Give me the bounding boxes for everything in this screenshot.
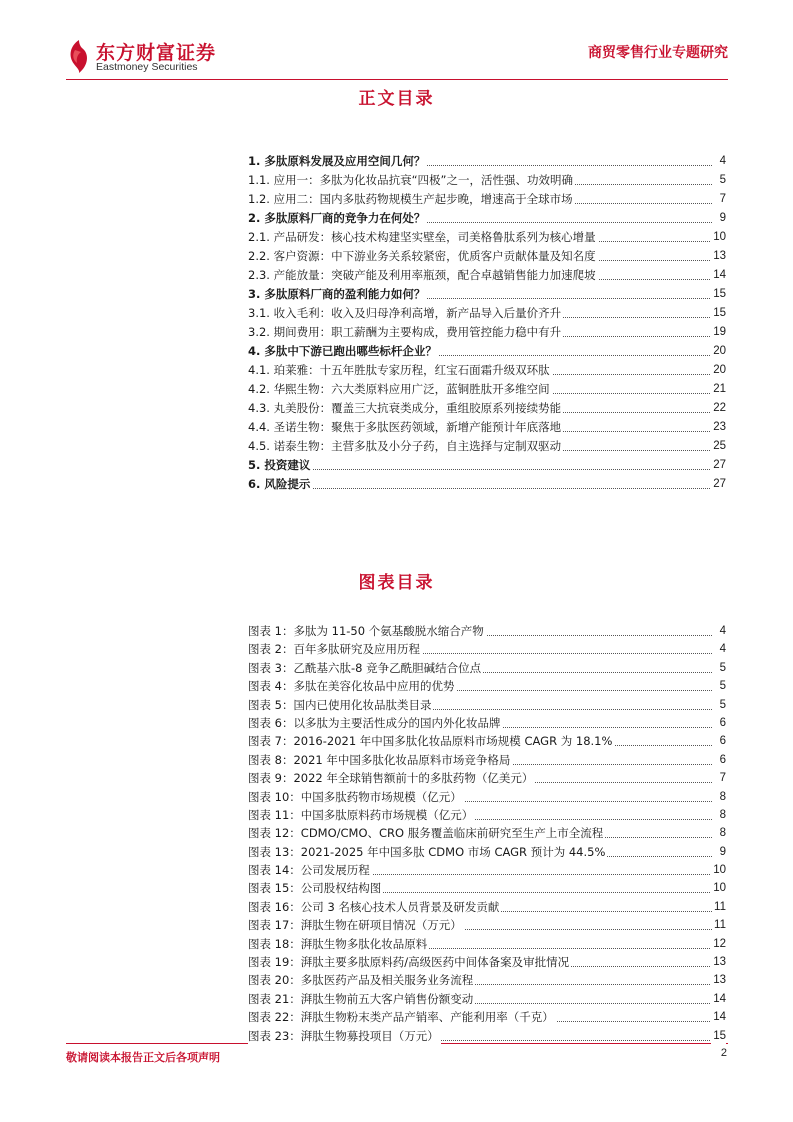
toc-entry-page: 22 bbox=[711, 399, 726, 418]
toc-entry-page: 21 bbox=[711, 380, 726, 399]
toc-entry[interactable] bbox=[248, 380, 726, 399]
toc-entry[interactable] bbox=[248, 456, 726, 475]
figure-entry[interactable] bbox=[248, 898, 726, 916]
figure-entry[interactable] bbox=[248, 843, 726, 861]
figure-entry-page: 8 bbox=[718, 788, 726, 806]
figure-entry-page: 11 bbox=[712, 916, 726, 934]
figure-entry-page: 8 bbox=[718, 806, 726, 824]
toc-entry-text: 4.4. 圣诺生物：聚焦于多肽医药领域，新增产能预计年底落地 bbox=[248, 418, 563, 437]
toc-entry-text: 6. 风险提示 bbox=[248, 475, 312, 494]
toc-entry-text: 3. 多肽原料厂商的盈利能力如何？ bbox=[248, 285, 427, 304]
toc-entry-text: 3.2. 期间费用：职工薪酬为主要构成，费用管控能力稳中有升 bbox=[248, 323, 563, 342]
toc-entry[interactable] bbox=[248, 437, 726, 456]
figure-entry-text: 图表 13：2021-2025 年中国多肽 CDMO 市场 CAGR 预计为 44.5% bbox=[248, 843, 607, 861]
figure-entry-text: 图表 19：湃肽主要多肽原料药/高级医药中间体备案及审批情况 bbox=[248, 953, 571, 971]
figure-entry-text: 图表 3：乙酰基六肽-8 竞争乙酰胆碱结合位点 bbox=[248, 659, 483, 677]
toc-entry[interactable] bbox=[248, 323, 726, 342]
toc-entry-page: 10 bbox=[711, 228, 726, 247]
figure-entry-page: 9 bbox=[718, 843, 726, 861]
figure-entry[interactable] bbox=[248, 935, 726, 953]
figure-entry[interactable] bbox=[248, 990, 726, 1008]
toc-entry-text: 3.1. 收入毛利：收入及归母净利高增，新产品导入后量价齐升 bbox=[248, 304, 563, 323]
toc-entry-page: 27 bbox=[711, 475, 726, 494]
report-type: 商贸零售行业专题研究 bbox=[588, 45, 728, 61]
page-number: 2 bbox=[720, 1047, 727, 1059]
toc-entry[interactable] bbox=[248, 152, 726, 171]
toc-entry[interactable] bbox=[248, 475, 726, 494]
toc-entry-text: 4.3. 丸美股份：覆盖三大抗衰类成分，重组胶原系列接续势能 bbox=[248, 399, 563, 418]
toc-entry-text: 2.2. 客户资源：中下游业务关系较紧密，优质客户贡献体量及知名度 bbox=[248, 247, 598, 266]
toc-entry-page: 15 bbox=[711, 285, 726, 304]
toc-entry[interactable] bbox=[248, 228, 726, 247]
figure-entry-text: 图表 6：以多肽为主要活性成分的国内外化妆品牌 bbox=[248, 714, 502, 732]
toc-entry-text: 5. 投资建议 bbox=[248, 456, 312, 475]
toc-entry-page: 7 bbox=[718, 190, 726, 209]
figure-entry-text: 图表 11：中国多肽原料药市场规模（亿元） bbox=[248, 806, 475, 824]
figure-entry-text: 图表 8：2021 年中国多肽化妆品原料市场竞争格局 bbox=[248, 751, 512, 769]
figure-entry-text: 图表 10：中国多肽药物市场规模（亿元） bbox=[248, 788, 464, 806]
figure-entry-page: 5 bbox=[718, 659, 726, 677]
figure-entry-page: 7 bbox=[718, 769, 726, 787]
toc-entry-page: 25 bbox=[711, 437, 726, 456]
list-of-figures bbox=[248, 622, 726, 1045]
toc-entry[interactable] bbox=[248, 247, 726, 266]
logo-chinese-name: 东方财富证券 bbox=[96, 42, 217, 64]
figure-entry[interactable] bbox=[248, 622, 726, 640]
logo-english-name: Eastmoney Securities bbox=[96, 61, 198, 73]
figure-entry-page: 6 bbox=[718, 714, 726, 732]
figure-entry[interactable] bbox=[248, 806, 726, 824]
figure-entry[interactable] bbox=[248, 769, 726, 787]
disclaimer-note: 敬请阅读本报告正文后各项声明 bbox=[66, 1051, 220, 1064]
dot-leader bbox=[248, 469, 712, 470]
toc-entry-text: 4. 多肽中下游已跑出哪些标杆企业？ bbox=[248, 342, 439, 361]
toc-entry[interactable] bbox=[248, 266, 726, 285]
figure-entry-page: 5 bbox=[718, 677, 726, 695]
figure-entry-page: 8 bbox=[718, 824, 726, 842]
figure-entry-text: 图表 15：公司股权结构图 bbox=[248, 879, 383, 897]
figure-entry[interactable] bbox=[248, 732, 726, 750]
figure-entry[interactable] bbox=[248, 788, 726, 806]
figure-entry[interactable] bbox=[248, 916, 726, 934]
figure-entry[interactable] bbox=[248, 971, 726, 989]
toc-entry[interactable] bbox=[248, 190, 726, 209]
toc-entry[interactable] bbox=[248, 209, 726, 228]
figure-entry-text: 图表 14：公司发展历程 bbox=[248, 861, 372, 879]
figure-entry[interactable] bbox=[248, 824, 726, 842]
figure-entry[interactable] bbox=[248, 1008, 726, 1026]
figure-entry-text: 图表 17：湃肽生物在研项目情况（万元） bbox=[248, 916, 464, 934]
toc-entry-text: 2. 多肽原料厂商的竞争力在何处？ bbox=[248, 209, 427, 228]
figure-entry-page: 13 bbox=[711, 971, 726, 989]
toc-entry-page: 4 bbox=[718, 152, 726, 171]
toc-entry-page: 5 bbox=[718, 171, 726, 190]
figure-entry-page: 6 bbox=[718, 732, 726, 750]
figure-entry-page: 14 bbox=[711, 1008, 726, 1026]
table-of-contents bbox=[248, 152, 726, 494]
toc-entry-text: 2.1. 产品研发：核心技术构建坚实壁垒，司美格鲁肽系列为核心增量 bbox=[248, 228, 598, 247]
figure-entry[interactable] bbox=[248, 677, 726, 695]
toc-entry-text: 2.3. 产能放量：突破产能及利用率瓶颈，配合卓越销售能力加速爬坡 bbox=[248, 266, 598, 285]
toc-entry-text: 4.2. 华熙生物：六大类原料应用广泛，蓝铜胜肽开多维空间 bbox=[248, 380, 552, 399]
figure-entry[interactable] bbox=[248, 751, 726, 769]
figure-entry-text: 图表 1：多肽为 11-50 个氨基酸脱水缩合产物 bbox=[248, 622, 486, 640]
figure-entry-text: 图表 16：公司 3 名核心技术人员背景及研发贡献 bbox=[248, 898, 501, 916]
page-header bbox=[66, 36, 728, 80]
figure-entry-page: 5 bbox=[718, 696, 726, 714]
dot-leader bbox=[248, 488, 712, 489]
toc-entry-text: 1.1. 应用一：多肽为化妆品抗衰“四极”之一，活性强、功效明确 bbox=[248, 171, 575, 190]
figure-entry-text: 图表 12：CDMO/CMO、CRO 服务覆盖临床前研究至生产上市全流程 bbox=[248, 824, 605, 842]
figure-entry[interactable] bbox=[248, 879, 726, 897]
toc-entry[interactable] bbox=[248, 304, 726, 323]
toc-entry-text: 4.1. 珀莱雅：十五年胜肽专家历程，红宝石面霜升级双环肽 bbox=[248, 361, 552, 380]
figure-entry-page: 4 bbox=[718, 622, 726, 640]
figure-entry-page: 13 bbox=[711, 953, 726, 971]
figure-entry-text: 图表 21：湃肽生物前五大客户销售份额变动 bbox=[248, 990, 475, 1008]
figure-entry-text: 图表 5：国内已使用化妆品肽类目录 bbox=[248, 696, 433, 714]
figure-entry-text: 图表 18：湃肽生物多肽化妆品原料 bbox=[248, 935, 429, 953]
figure-entry[interactable] bbox=[248, 696, 726, 714]
toc-entry-page: 9 bbox=[718, 209, 726, 228]
toc-entry-page: 23 bbox=[711, 418, 726, 437]
figure-entry-page: 10 bbox=[711, 879, 726, 897]
toc-entry-text: 4.5. 诺泰生物：主营多肽及小分子药，自主选择与定制双驱动 bbox=[248, 437, 563, 456]
figure-entry-page: 12 bbox=[711, 935, 726, 953]
header-divider bbox=[66, 79, 728, 80]
toc-entry-page: 13 bbox=[711, 247, 726, 266]
toc-entry[interactable] bbox=[248, 342, 726, 361]
figure-entry-text: 图表 7：2016-2021 年中国多肽化妆品原料市场规模 CAGR 为 18.1% bbox=[248, 732, 614, 750]
toc-entry-page: 15 bbox=[711, 304, 726, 323]
figure-entry-page: 6 bbox=[718, 751, 726, 769]
toc-entry-page: 14 bbox=[711, 266, 726, 285]
figure-entry-text: 图表 4：多肽在美容化妆品中应用的优势 bbox=[248, 677, 456, 695]
figure-entry-page: 4 bbox=[718, 640, 726, 658]
logo-mark-icon bbox=[66, 38, 92, 74]
figure-entry[interactable] bbox=[248, 861, 726, 879]
figure-entry-text: 图表 23：湃肽生物募投项目（万元） bbox=[248, 1027, 441, 1045]
toc-entry-page: 20 bbox=[711, 361, 726, 380]
figure-entry-text: 图表 2：百年多肽研究及应用历程 bbox=[248, 640, 422, 658]
figure-entry[interactable] bbox=[248, 953, 726, 971]
figure-entry-page: 11 bbox=[712, 898, 726, 916]
toc-entry[interactable] bbox=[248, 361, 726, 380]
figure-entry-page: 10 bbox=[711, 861, 726, 879]
figure-entry[interactable] bbox=[248, 659, 726, 677]
figures-list-title: 图表目录 bbox=[358, 573, 435, 593]
figure-entry-text: 图表 20：多肽医药产品及相关服务业务流程 bbox=[248, 971, 475, 989]
toc-entry-page: 20 bbox=[711, 342, 726, 361]
figure-entry[interactable] bbox=[248, 714, 726, 732]
figure-entry-page: 14 bbox=[711, 990, 726, 1008]
toc-entry[interactable] bbox=[248, 418, 726, 437]
toc-entry[interactable] bbox=[248, 399, 726, 418]
toc-entry-text: 1. 多肽原料发展及应用空间几何？ bbox=[248, 152, 427, 171]
figure-entry-text: 图表 9：2022 年全球销售额前十的多肽药物（亿美元） bbox=[248, 769, 535, 787]
toc-title: 正文目录 bbox=[358, 89, 435, 109]
toc-entry[interactable] bbox=[248, 285, 726, 304]
figure-entry-page: 15 bbox=[711, 1027, 726, 1045]
company-logo bbox=[66, 36, 236, 80]
toc-entry[interactable] bbox=[248, 171, 726, 190]
toc-entry-page: 19 bbox=[711, 323, 726, 342]
figure-entry[interactable] bbox=[248, 640, 726, 658]
toc-entry-text: 1.2. 应用二：国内多肽药物规模生产起步晚，增速高于全球市场 bbox=[248, 190, 575, 209]
figure-entry-text: 图表 22：湃肽生物粉末类产品产销率、产能利用率（千克） bbox=[248, 1008, 556, 1026]
toc-entry-page: 27 bbox=[711, 456, 726, 475]
